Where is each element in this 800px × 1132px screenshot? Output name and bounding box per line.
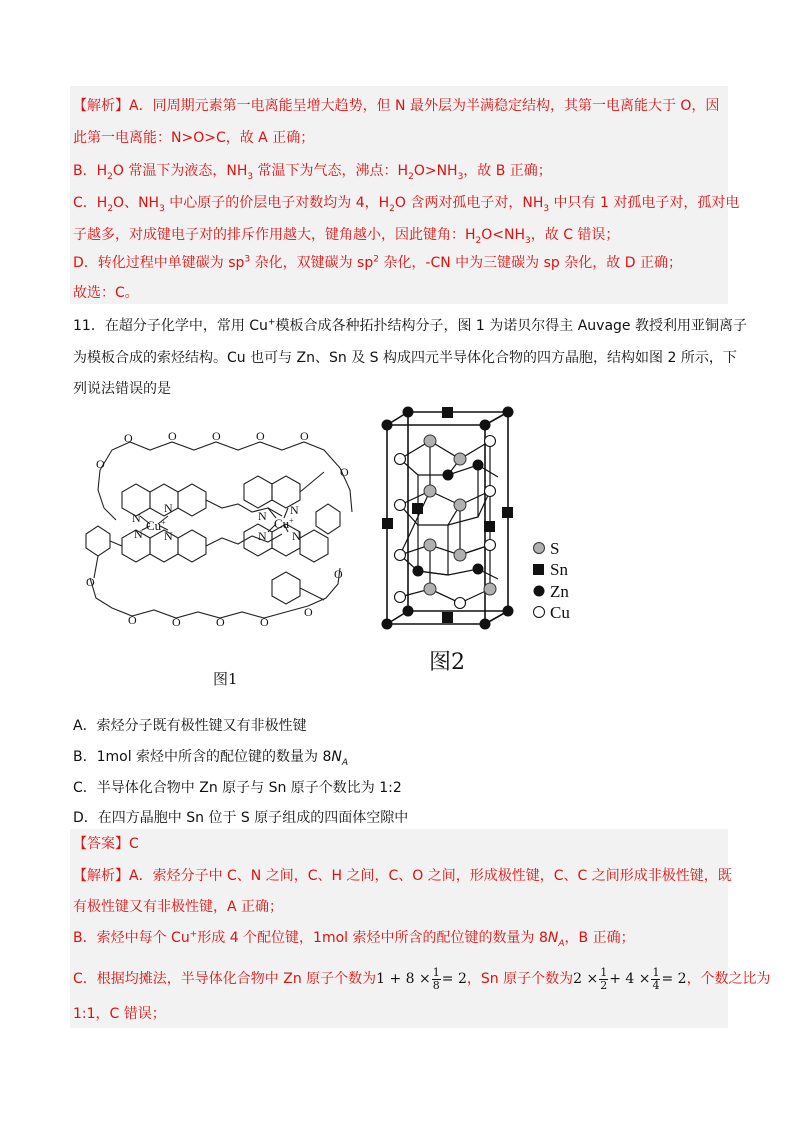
o-label: O: [340, 465, 349, 479]
n-label: N: [290, 503, 299, 517]
question-line-1: 11．在超分子化学中，常用 Cu+模板合成各种拓扑结构分子，图 1 为诺贝尔得主 Auvage 教授利用亚铜离子: [73, 317, 747, 334]
analysis1-line-a1: 【解析】A．同周期元素第一电离能呈增大趋势，但 N 最外层为半满稳定结构，其第一电离能大于 O，因: [73, 98, 720, 114]
question-line-3: 列说法错误的是: [73, 381, 171, 397]
sn-count-expression: 2 × $\frac{1}{2}$ + 4 × $\frac{1}{4}$ = 2: [573, 965, 687, 992]
option-a: A．索烃分子既有极性键又有非极性键: [73, 718, 307, 734]
zn-count-expression: 1 + 8 × $\frac{1}{8}$ = 2: [376, 965, 467, 992]
right-phen-ring-5: [300, 530, 328, 562]
right-phenyl: [316, 504, 340, 534]
right-phen-ring-1: [244, 476, 272, 508]
o-label: O: [212, 429, 221, 443]
legend-cu-label: Cu: [550, 603, 570, 622]
legend-zn-marker: [534, 586, 545, 597]
o-label: O: [334, 567, 343, 581]
o-label: O: [96, 457, 105, 471]
o-label: O: [128, 613, 137, 627]
analysis1-line-d: D．转化过程中单键碳为 $sp^3$ 杂化，双键碳为 $sp^2$ 杂化，-CN 中为三键碳为 sp 杂化，故 D 正确；: [73, 254, 682, 271]
analysis2-line-c2: 1:1，C 错误；: [73, 1006, 166, 1022]
figure2-unit-cell: [380, 405, 520, 635]
answer-line: 【答案】C: [73, 836, 139, 852]
left-phen-ring-3: [178, 484, 206, 516]
legend-s-label: S: [550, 539, 560, 558]
figure1-catenane: [72, 428, 362, 648]
n-label: N: [258, 529, 267, 543]
analysis1-line-c2: 子越多，对成键电子对的排斥作用越大，键角越小，因此键角：$H_2O<NH_3$，故 C 错误；: [73, 227, 620, 246]
o-label: O: [86, 575, 95, 589]
analysis2-line-a2: 有极性键又有非极性键，A 正确；: [73, 899, 284, 915]
legend-sn-marker: [533, 564, 544, 575]
option-d: D．在四方晶胞中 Sn 位于 S 原子组成的四面体空隙中: [73, 810, 409, 826]
option-b: B．1mol 索烃中所含的配位键的数量为 $8N_A$: [73, 749, 349, 768]
n-label: N: [292, 529, 301, 543]
left-ether-loop: [98, 470, 116, 520]
right-phen-ring-6: [272, 572, 300, 604]
bridge-chain-upper: [206, 500, 282, 516]
legend-sn-label: Sn: [550, 560, 568, 579]
legend-cu-marker: [534, 607, 545, 618]
n-label: N: [164, 529, 173, 543]
analysis1-line-b: B．$H_2O$ 常温下为液态，$NH_3$ 常温下为气态，沸点：$H_2O>NH_3$，故 B 正确；: [73, 163, 552, 182]
analysis1-line-c1: C．$H_2O$、$NH_3$ 中心原子的价层电子对数均为 4，$H_2O$ 含两对孤电子对，$NH_3$ 中只有 1 对孤电子对，孤对电: [73, 195, 740, 214]
analysis2-line-a1: 【解析】A．索烃分子中 C、N 之间，C、H 之间，C、O 之间，形成极性键，C、C 之间形成非极性键，既: [73, 868, 732, 884]
lower-ether-chain: [90, 568, 340, 618]
left-phenyl: [86, 526, 110, 556]
o-label: O: [172, 615, 181, 629]
cu-label-right: Cu+: [274, 516, 294, 531]
cu-label-left: Cu+: [146, 518, 166, 533]
o-label: O: [256, 429, 265, 443]
figure2-legend: [530, 538, 610, 628]
analysis1-line-a2: 此第一电离能：N>O>C，故 A 正确；: [73, 130, 315, 146]
n-label: N: [132, 511, 141, 525]
n-label: N: [258, 509, 267, 523]
o-label: O: [168, 429, 177, 443]
n-label: N: [134, 527, 143, 541]
option-c: C．半导体化合物中 Zn 原子与 Sn 原子个数比为 1:2: [73, 780, 402, 796]
question-line-2: 为模板合成的索烃结构。Cu 也可与 Zn、Sn 及 S 构成四元半导体化合物的四方晶胞，结构如图 2 所示，下: [73, 350, 737, 366]
figure1-caption: 图1: [213, 670, 238, 688]
figure2-caption: 图2: [429, 650, 465, 675]
analysis1-conclusion: 故选：C。: [73, 285, 139, 301]
analysis2-line-b: B．索烃中每个 Cu+形成 4 个配位键，1mol 索烃中所含的配位键的数量为 $8N_A$，B 正确；: [73, 929, 635, 949]
o-label: O: [304, 605, 313, 619]
o-label: O: [300, 429, 309, 443]
legend-s-marker: [534, 543, 545, 554]
analysis2-line-c1: C．根据均摊法，半导体化合物中 Zn 原子个数为1 + 8 × $\frac{1}{8}$ = 2，Sn 原子个数为2 × $\frac{1}{2}$ + 4 × $\frac{1}{4}$ = 2，个数之比为: [73, 965, 771, 992]
upper-ether-chain: [100, 442, 352, 512]
n-label: N: [164, 501, 173, 515]
o-label: O: [260, 615, 269, 629]
legend-zn-label: Zn: [550, 582, 569, 601]
o-label: O: [124, 431, 133, 445]
left-phen-ring-6: [178, 530, 206, 562]
o-label: O: [216, 615, 225, 629]
